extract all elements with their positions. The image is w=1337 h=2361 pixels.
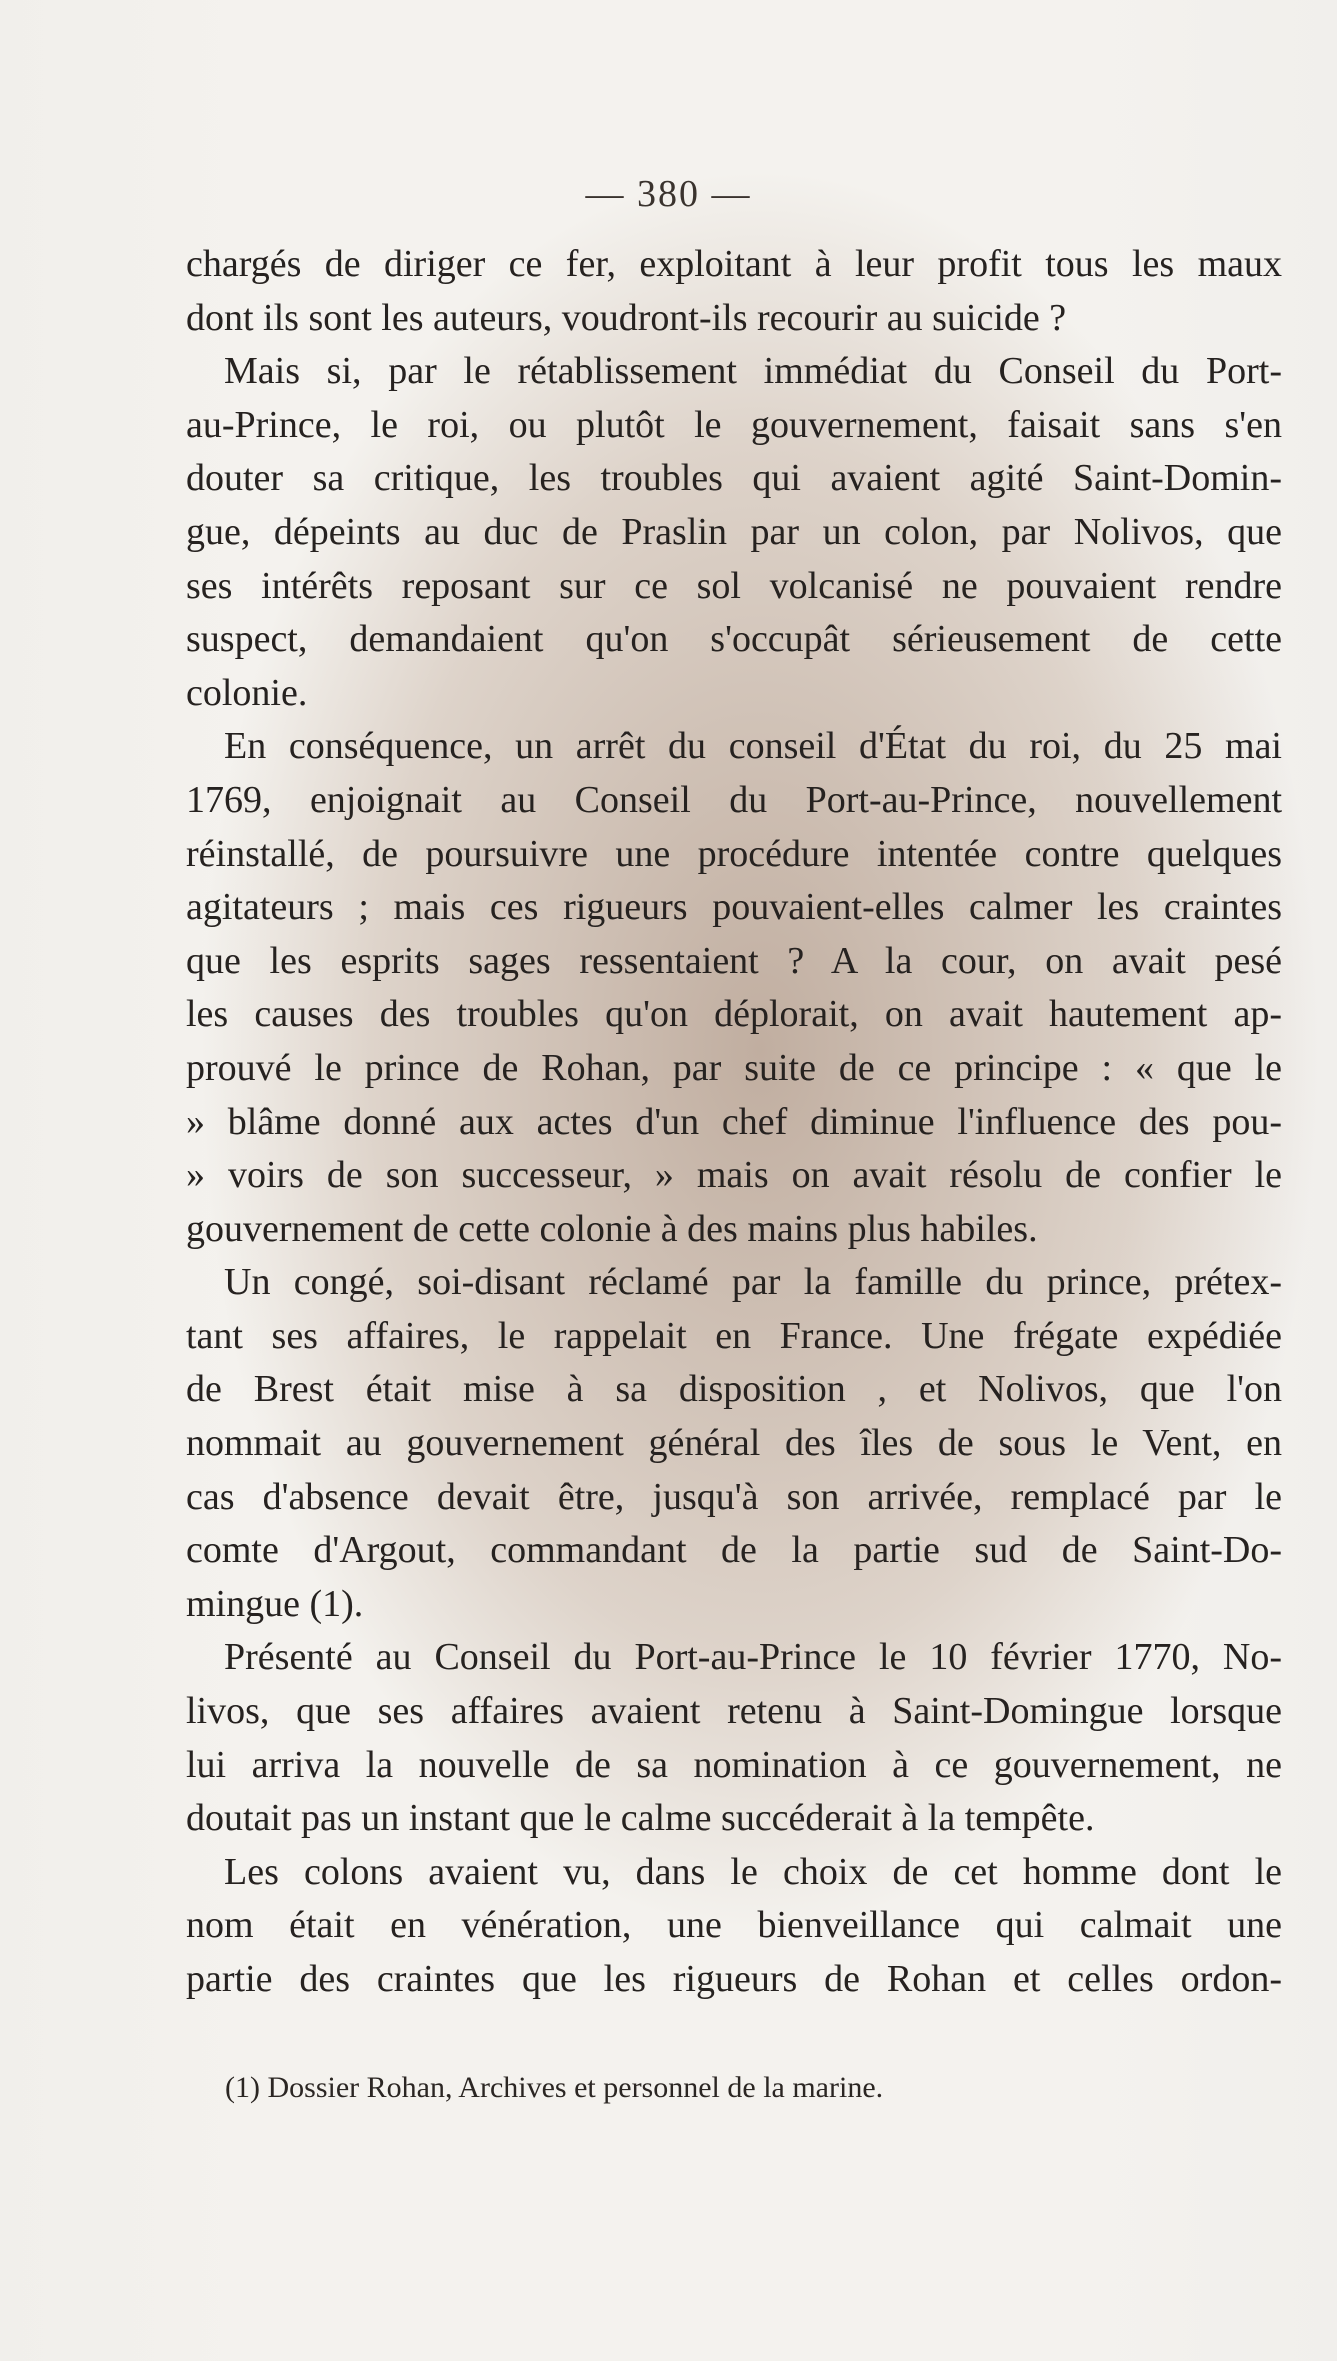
page-number: — 380 — — [585, 173, 752, 215]
text-line: dont ils sont les auteurs, voudront-ils recourir au suicide ? — [186, 296, 1067, 339]
text-line: agitateurs ; mais ces rigueurs pouvaient-elles calmer les craintes — [186, 886, 1282, 929]
text-line: cas d'absence devait être, jusqu'à son arrivée, remplacé par le — [186, 1475, 1282, 1518]
text-line: partie des craintes que les rigueurs de Rohan et celles ordon- — [186, 1958, 1282, 2000]
text-line: En conséquence, un arrêt du conseil d'État du roi, du 25 mai — [224, 725, 1282, 768]
text-line: 1769, enjoignait au Conseil du Port-au-Prince, nouvellement — [186, 778, 1282, 821]
text-line: suspect, demandaient qu'on s'occupât sérieusement de cette — [186, 618, 1282, 661]
text-line: livos, que ses affaires avaient retenu à Saint-Domingue lorsque — [186, 1690, 1282, 1733]
text-line: au-Prince, le roi, ou plutôt le gouvernement, faisait sans s'en — [186, 403, 1282, 446]
text-line: colonie. — [186, 671, 308, 714]
text-line: nommait au gouvernement général des îles de sous le Vent, en — [186, 1422, 1282, 1465]
text-line: de Brest était mise à sa disposition , et Nolivos, que l'on — [186, 1368, 1282, 1411]
text-line: lui arriva la nouvelle de sa nomination à ce gouvernement, ne — [186, 1743, 1282, 1786]
text-line: tant ses affaires, le rappelait en France. Une frégate expédiée — [186, 1314, 1282, 1357]
text-line: Présenté au Conseil du Port-au-Prince le 10 février 1770, No- — [224, 1636, 1282, 1679]
text-line: comte d'Argout, commandant de la partie sud de Saint-Do- — [186, 1529, 1282, 1572]
footnote: (1) Dossier Rohan, Archives et personnel de la marine. — [225, 2071, 884, 2104]
text-line: douter sa critique, les troubles qui avaient agité Saint-Domin- — [186, 457, 1282, 500]
text-line: nom était en vénération, une bienveillance qui calmait une — [186, 1904, 1282, 1947]
body-text — [186, 238, 1282, 2007]
text-line: réinstallé, de poursuivre une procédure intentée contre quelques — [186, 832, 1282, 875]
text-line: mingue (1). — [186, 1582, 364, 1625]
text-line: gouvernement de cette colonie à des mains plus habiles. — [186, 1207, 1038, 1250]
text-line: que les esprits sages ressentaient ? A la cour, on avait pesé — [186, 939, 1282, 982]
text-line: Les colons avaient vu, dans le choix de cet homme dont le — [224, 1850, 1282, 1893]
text-line: les causes des troubles qu'on déplorait, on avait hautement ap- — [186, 993, 1282, 1036]
text-line: chargés de diriger ce fer, exploitant à leur profit tous les maux — [186, 243, 1282, 285]
text-line: Mais si, par le rétablissement immédiat du Conseil du Port- — [224, 350, 1282, 393]
text-line: doutait pas un instant que le calme succéderait à la tempête. — [186, 1797, 1095, 1840]
text-line: prouvé le prince de Rohan, par suite de ce principe : « que le — [186, 1046, 1282, 1089]
text-line: ses intérêts reposant sur ce sol volcanisé ne pouvaient rendre — [186, 564, 1282, 607]
text-line: gue, dépeints au duc de Praslin par un colon, par Nolivos, que — [186, 510, 1282, 553]
text-line: » blâme donné aux actes d'un chef diminue l'influence des pou- — [186, 1100, 1282, 1143]
text-line: Un congé, soi-disant réclamé par la famille du prince, prétex- — [224, 1261, 1282, 1304]
text-line: » voirs de son successeur, » mais on avait résolu de confier le — [186, 1154, 1282, 1197]
